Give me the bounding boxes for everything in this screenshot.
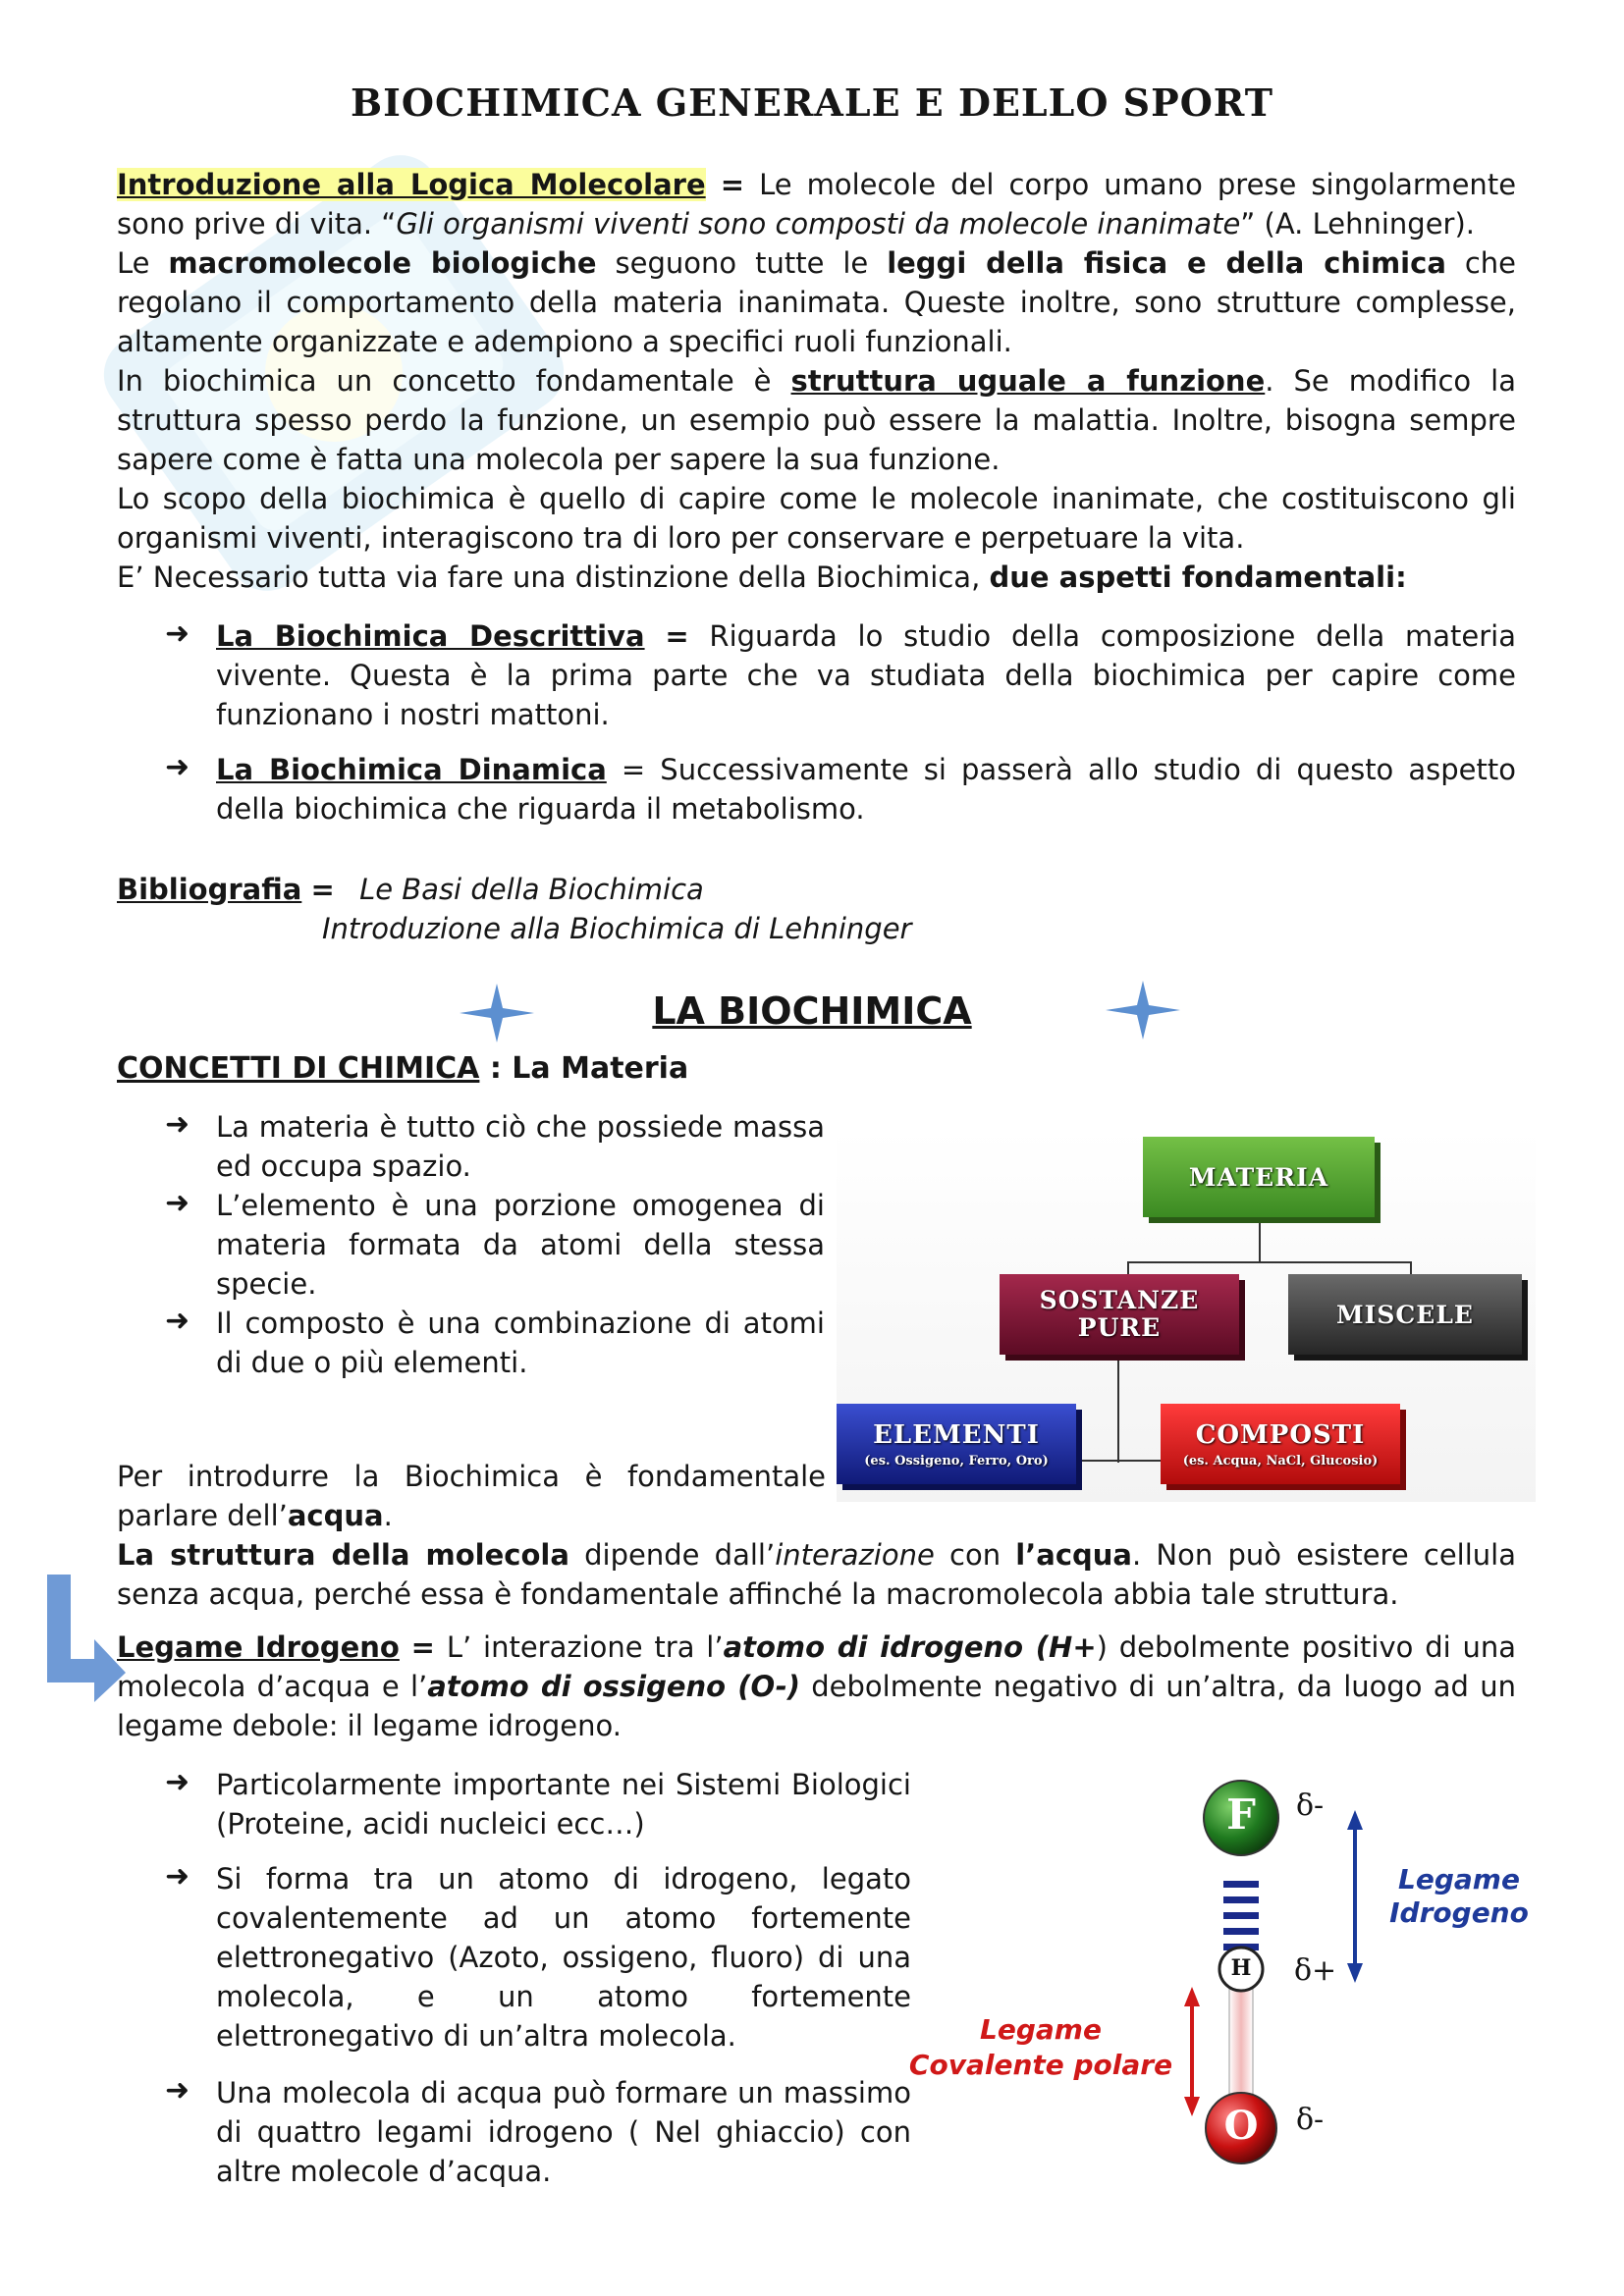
box-composti-label: COMPOSTI bbox=[1195, 1419, 1366, 1450]
covalent-label-2: Covalente polare bbox=[908, 2049, 1173, 2081]
intro-text-2d: leggi della fisica e della chimica bbox=[887, 246, 1446, 280]
aspect-eq: = bbox=[665, 619, 689, 653]
biblio-label: Bibliografia bbox=[117, 873, 302, 906]
box-miscele-label: MISCELE bbox=[1335, 1300, 1474, 1329]
water-text-1a: Per introdurre la Biochimica è fondamentale parlare dell’ bbox=[117, 1460, 826, 1532]
hbond-bullet: Si forma tra un atomo di idrogeno, legato covalentemente ad un atomo fortemente elettronegativo (Azoto, ossigeno, fluoro) di una molecola, e un atomo fortemente elettronegativo di un’altra molecola. bbox=[216, 1862, 911, 2053]
box-composti bbox=[1161, 1404, 1400, 1484]
intro-text-2a: Le bbox=[117, 246, 169, 280]
fluorine-label: F bbox=[1226, 1790, 1256, 1839]
intro-text-2b: macromolecole biologiche bbox=[168, 246, 597, 280]
bibliography-2 bbox=[322, 909, 911, 948]
concept-bullet: La materia è tutto ciò che possiede massa ed occupa spazio. bbox=[216, 1110, 825, 1183]
biblio-eq: = bbox=[310, 873, 335, 906]
hydrogen-label: H bbox=[1230, 1955, 1252, 1981]
box-elementi-example: (es. Ossigeno, Ferro, Oro) bbox=[864, 1453, 1049, 1468]
intro-text-3a: In biochimica un concetto fondamentale è bbox=[117, 364, 791, 398]
oxygen-label: O bbox=[1223, 2103, 1259, 2149]
bent-arrow-icon bbox=[37, 1575, 128, 1702]
intro-heading: Introduzione alla Logica Molecolare bbox=[117, 168, 706, 201]
concept-bullet: L’elemento è una porzione omogenea di materia formata da atomi della stessa specie. bbox=[216, 1189, 825, 1301]
star-icon bbox=[1104, 979, 1182, 1041]
hbond-label-1: Legame bbox=[1398, 1863, 1520, 1896]
arrow-icon: ➜ bbox=[165, 2073, 190, 2108]
aspect-term: La Biochimica Descrittiva bbox=[216, 619, 645, 653]
box-miscele bbox=[1288, 1274, 1522, 1355]
page-title: BIOCHIMICA GENERALE E DELLO SPORT bbox=[351, 80, 1273, 125]
delta-minus-f: δ- bbox=[1296, 1789, 1325, 1823]
box-sostanze-label-2: PURE bbox=[1077, 1313, 1162, 1342]
arrow-icon: ➜ bbox=[165, 1304, 190, 1338]
concept-bullet: Il composto è una combinazione di atomi di due o più elementi. bbox=[216, 1307, 825, 1379]
water-text-2e: l’acqua bbox=[1015, 1538, 1132, 1572]
intro-text-5a: E’ Necessario tutta via fare una distinzione della Biochimica, bbox=[117, 561, 990, 594]
intro-text-2e: che regolano il comportamento della materia inanimata. Queste inoltre, sono strutture complesse, altamente organizzate e adempiono a specifici ruoli funzionali. bbox=[117, 246, 1516, 358]
hbond-label-2: Idrogeno bbox=[1389, 1896, 1529, 1929]
concepts-sub: : La Materia bbox=[479, 1051, 689, 1086]
arrow-icon: ➜ bbox=[165, 750, 190, 784]
intro-paragraph bbox=[117, 165, 1516, 597]
hbond-text-d: atomo di ossigeno (O-) bbox=[427, 1670, 800, 1703]
materia-diagram bbox=[837, 1129, 1536, 1502]
water-intro bbox=[117, 1457, 826, 1535]
concepts-heading-row bbox=[117, 1051, 688, 1086]
intro-text-2c: seguono tutte le bbox=[596, 246, 888, 280]
hbond-eq: = bbox=[410, 1630, 435, 1664]
hbond-text-e: debolmente negativo di un’altra, da luogo ad un legame debole: il legame idrogeno. bbox=[117, 1670, 1516, 1742]
intro-text-5b: due aspetti fondamentali: bbox=[989, 561, 1407, 594]
water-text-2d: con bbox=[934, 1538, 1016, 1572]
bibliography bbox=[117, 870, 704, 909]
hbond-paragraph bbox=[117, 1628, 1516, 1745]
intro-text-3b: struttura uguale a funzione bbox=[790, 364, 1266, 398]
arrow-icon: ➜ bbox=[165, 616, 190, 651]
box-composti-example: (es. Acqua, NaCl, Glucosio) bbox=[1182, 1453, 1379, 1468]
box-materia-label: MATERIA bbox=[1188, 1162, 1329, 1192]
delta-minus-o: δ- bbox=[1296, 2103, 1325, 2137]
hbond-text-a: L’ interazione tra l’ bbox=[446, 1630, 724, 1664]
box-elementi bbox=[837, 1404, 1076, 1484]
water-text-1c: . bbox=[383, 1499, 393, 1532]
intro-text-1b: ” (A. Lehninger). bbox=[1240, 207, 1476, 240]
water-text-2f: . Non può esistere cellula senza acqua, perché essa è fondamentale affinché la macromolecola abbia tale struttura. bbox=[117, 1538, 1516, 1611]
box-materia bbox=[1143, 1137, 1375, 1217]
biblio-book-1: Le Basi della Biochimica bbox=[359, 873, 704, 906]
delta-plus-h: δ+ bbox=[1294, 1953, 1337, 1988]
box-elementi-label: ELEMENTI bbox=[873, 1419, 1040, 1450]
hbond-term: Legame Idrogeno bbox=[117, 1630, 400, 1664]
biblio-book-2: Introduzione alla Biochimica di Lehninger bbox=[322, 912, 912, 945]
intro-text-1a: Le molecole del corpo umano prese singolarmente sono prive di vita. “ bbox=[117, 168, 1517, 240]
aspect-eq: = bbox=[621, 753, 646, 786]
hbond-text-c: ) debolmente positivo di una molecola d’acqua e l’ bbox=[117, 1630, 1517, 1703]
section-title: LA BIOCHIMICA bbox=[652, 989, 972, 1033]
hbond-figure bbox=[884, 1767, 1571, 2199]
aspect-text: Successivamente si passerà allo studio di questo aspetto della biochimica che riguarda il metabolismo. bbox=[216, 753, 1516, 826]
water-structure bbox=[117, 1535, 1516, 1614]
water-text-2a: La struttura della molecola bbox=[117, 1538, 569, 1572]
water-text-2b: dipende dall’ bbox=[568, 1538, 776, 1572]
water-text-2c: interazione bbox=[775, 1538, 935, 1572]
arrow-icon: ➜ bbox=[165, 1765, 190, 1799]
intro-eq: = bbox=[720, 168, 745, 201]
intro-text-3c: . Se modifico la struttura spesso perdo la funzione, un esempio può essere la malattia. Inoltre, bisogna sempre sapere come è fatta una molecola per sapere la sua funzione. bbox=[117, 364, 1516, 476]
hbond-label bbox=[1371, 1863, 1547, 1930]
arrow-icon: ➜ bbox=[165, 1107, 190, 1142]
box-sostanze-label-1: SOSTANZE bbox=[1039, 1286, 1200, 1314]
arrow-icon: ➜ bbox=[165, 1186, 190, 1220]
hbond-bullet: Una molecola di acqua può formare un massimo di quattro legami idrogeno ( Nel ghiaccio) con altre molecole d’acqua. bbox=[216, 2076, 911, 2188]
aspect-descrittiva bbox=[216, 616, 1516, 734]
concepts-heading: CONCETTI DI CHIMICA bbox=[117, 1051, 480, 1086]
hbond-text-b: atomo di idrogeno (H+ bbox=[723, 1630, 1097, 1664]
water-text-1b: acqua bbox=[287, 1499, 384, 1532]
intro-text-4: Lo scopo della biochimica è quello di capire come le molecole inanimate, che costituiscono gli organismi viventi, interagiscono tra di loro per conservare e perpetuare la vita. bbox=[117, 482, 1516, 555]
covalent-label bbox=[903, 2012, 1178, 2083]
hbond-dashes bbox=[1223, 1881, 1259, 1950]
covalent-label-1: Legame bbox=[980, 2013, 1102, 2046]
arrow-icon: ➜ bbox=[165, 1859, 190, 1894]
aspect-dinamica bbox=[216, 750, 1516, 828]
aspect-text: Riguarda lo studio della composizione della materia vivente. Questa è la prima parte che va studiata della biochimica per capire come funzionano i nostri mattoni. bbox=[216, 619, 1516, 731]
intro-quote: Gli organismi viventi sono composti da molecole inanimate bbox=[396, 207, 1241, 240]
hbond-bullet: Particolarmente importante nei Sistemi Biologici (Proteine, acidi nucleici ecc…) bbox=[216, 1768, 911, 1841]
box-sostanze-pure bbox=[1000, 1274, 1239, 1355]
aspect-term: La Biochimica Dinamica bbox=[216, 753, 607, 786]
